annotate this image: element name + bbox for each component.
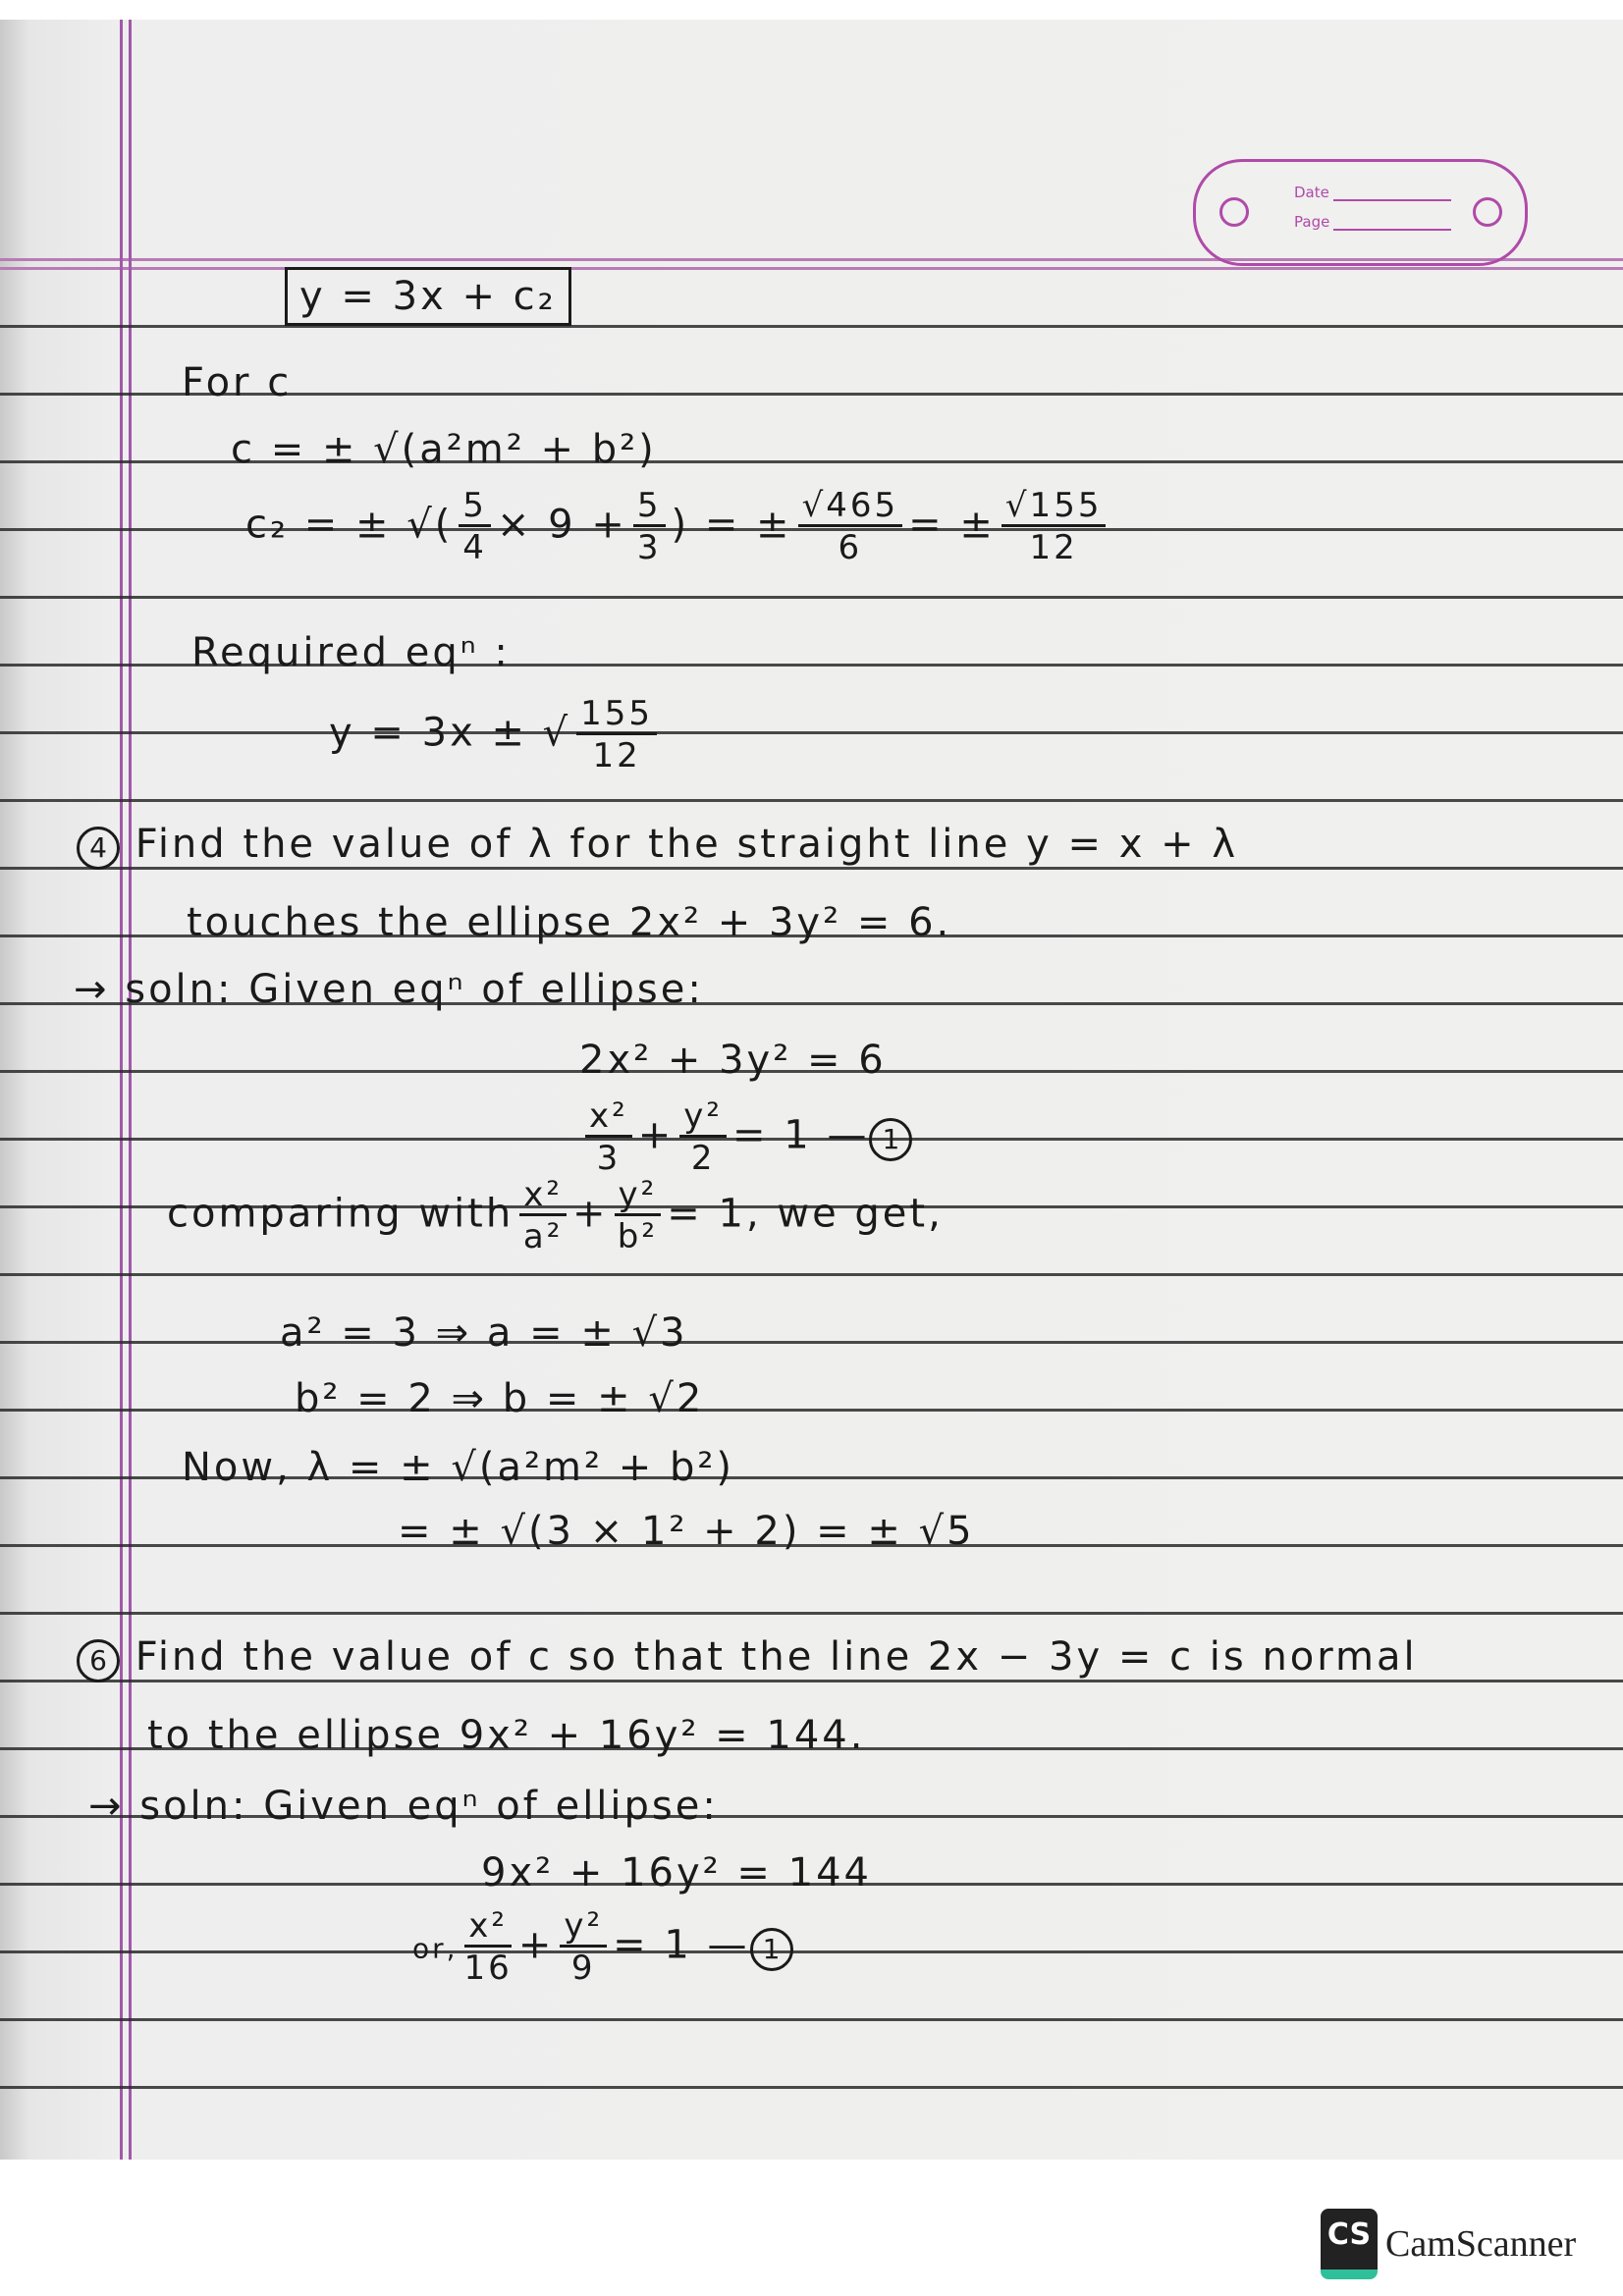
numerator: y² [679, 1099, 727, 1138]
plus: + [571, 1191, 609, 1237]
camscanner-logo-icon: CS [1321, 2209, 1378, 2279]
denominator: b² [617, 1217, 658, 1256]
rhs: = 1 — [613, 1922, 750, 1968]
equation-tag: 1 [869, 1118, 912, 1161]
ruled-line [0, 596, 1623, 599]
c2-prefix: c₂ = ± √( [245, 502, 454, 548]
ruled-line [0, 2086, 1623, 2089]
c2-eq1: ) = ± [671, 502, 792, 548]
question-number: 6 [77, 1639, 120, 1682]
header-line [0, 267, 1623, 270]
numerator: x² [585, 1099, 632, 1138]
fraction [463, 1906, 513, 1988]
ruled-line [0, 1273, 1623, 1276]
fraction [615, 1175, 662, 1256]
question-6 [77, 1634, 1418, 1682]
rhs: = 1 — [732, 1112, 870, 1158]
c2-eq2: = ± [908, 502, 996, 548]
q6-eq2 [412, 1906, 793, 1988]
date-page-stamp [1193, 159, 1528, 266]
q4-line1: Find the value of λ for the straight line y = x + λ [135, 822, 1238, 867]
fraction [585, 1096, 632, 1178]
fraction [576, 694, 657, 775]
q4-solution-label: → soln: Given eqⁿ of ellipse: [74, 967, 704, 1012]
numerator: x² [464, 1909, 512, 1948]
cmp-suffix: = 1, we get, [667, 1191, 944, 1237]
denominator: 12 [592, 736, 641, 775]
denominator: 16 [463, 1949, 513, 1988]
required-equation [329, 694, 663, 775]
denominator: 4 [462, 528, 487, 567]
ruled-line [0, 1612, 1623, 1615]
denominator: 9 [570, 1949, 596, 1988]
fraction [519, 1175, 567, 1256]
required-equation-label: Required eqⁿ : [191, 630, 511, 675]
stamp-dot-icon [1473, 197, 1502, 227]
or-prefix: or, [412, 1932, 459, 1965]
margin-line [129, 20, 132, 2160]
q6-line1: Find the value of c so that the line 2x − 3y = c is normal [135, 1634, 1418, 1680]
denominator: 12 [1029, 528, 1078, 567]
for-c-text: For c [182, 360, 293, 405]
fraction [459, 486, 491, 567]
denominator: 3 [636, 528, 662, 567]
ruled-line [0, 2018, 1623, 2021]
q4-b-line: b² = 2 ⇒ b = ± √2 [295, 1376, 705, 1421]
req-prefix: y = 3x ± √ [329, 710, 571, 756]
q4-line2: touches the ellipse 2x² + 3y² = 6. [187, 900, 952, 945]
date-blank [1333, 199, 1451, 201]
ruled-line [0, 1341, 1623, 1344]
q4-result-line: = ± √(3 × 1² + 2) = ± √5 [398, 1509, 975, 1554]
fraction [679, 1096, 727, 1178]
q4-comparing [167, 1175, 944, 1256]
q6-solution-label: → soln: Given eqⁿ of ellipse: [88, 1784, 719, 1829]
date-label: Date [1294, 184, 1329, 201]
page-blank [1333, 229, 1451, 231]
numerator: 155 [576, 697, 657, 735]
numerator: 5 [633, 489, 666, 527]
page-label: Page [1294, 213, 1330, 231]
q6-eq1: 9x² + 16y² = 144 [481, 1850, 872, 1896]
ruled-line [0, 325, 1623, 328]
numerator: √155 [1001, 489, 1107, 527]
q4-a-line: a² = 3 ⇒ a = ± √3 [280, 1310, 688, 1356]
plus: + [637, 1112, 675, 1158]
c2-mid: × 9 + [496, 502, 627, 548]
q4-now-line: Now, λ = ± √(a²m² + b²) [182, 1445, 735, 1490]
camscanner-name: CamScanner [1385, 2223, 1577, 2265]
numerator: y² [560, 1909, 607, 1948]
numerator: y² [615, 1178, 662, 1216]
fraction [560, 1906, 607, 1988]
denominator: 6 [838, 528, 863, 567]
c-formula: c = ± √(a²m² + b²) [231, 427, 657, 472]
question-number: 4 [77, 827, 120, 870]
plus: + [517, 1922, 555, 1968]
q6-line2: to the ellipse 9x² + 16y² = 144. [147, 1713, 866, 1758]
denominator: a² [522, 1217, 564, 1256]
denominator: 2 [690, 1139, 716, 1178]
ruled-line [0, 1409, 1623, 1412]
equation-tag: 1 [750, 1928, 793, 1971]
q4-eq1: 2x² + 3y² = 6 [579, 1038, 887, 1083]
numerator: x² [519, 1178, 567, 1216]
numerator: √465 [798, 489, 903, 527]
question-4 [77, 822, 1238, 870]
ruled-line [0, 1950, 1623, 1953]
fraction [798, 486, 903, 567]
fraction [633, 486, 666, 567]
notebook-page [0, 20, 1623, 2160]
ruled-line [0, 799, 1623, 802]
fraction [1001, 486, 1107, 567]
cmp-prefix: comparing with [167, 1191, 514, 1237]
denominator: 3 [596, 1139, 622, 1178]
ruled-line [0, 731, 1623, 734]
q4-eq2 [579, 1096, 912, 1178]
boxed-equation: y = 3x + c₂ [285, 267, 571, 326]
c2-equation [245, 486, 1111, 567]
numerator: 5 [459, 489, 491, 527]
margin-line [120, 20, 123, 2160]
camscanner-watermark [1321, 2209, 1576, 2279]
stamp-dot-icon [1219, 197, 1249, 227]
